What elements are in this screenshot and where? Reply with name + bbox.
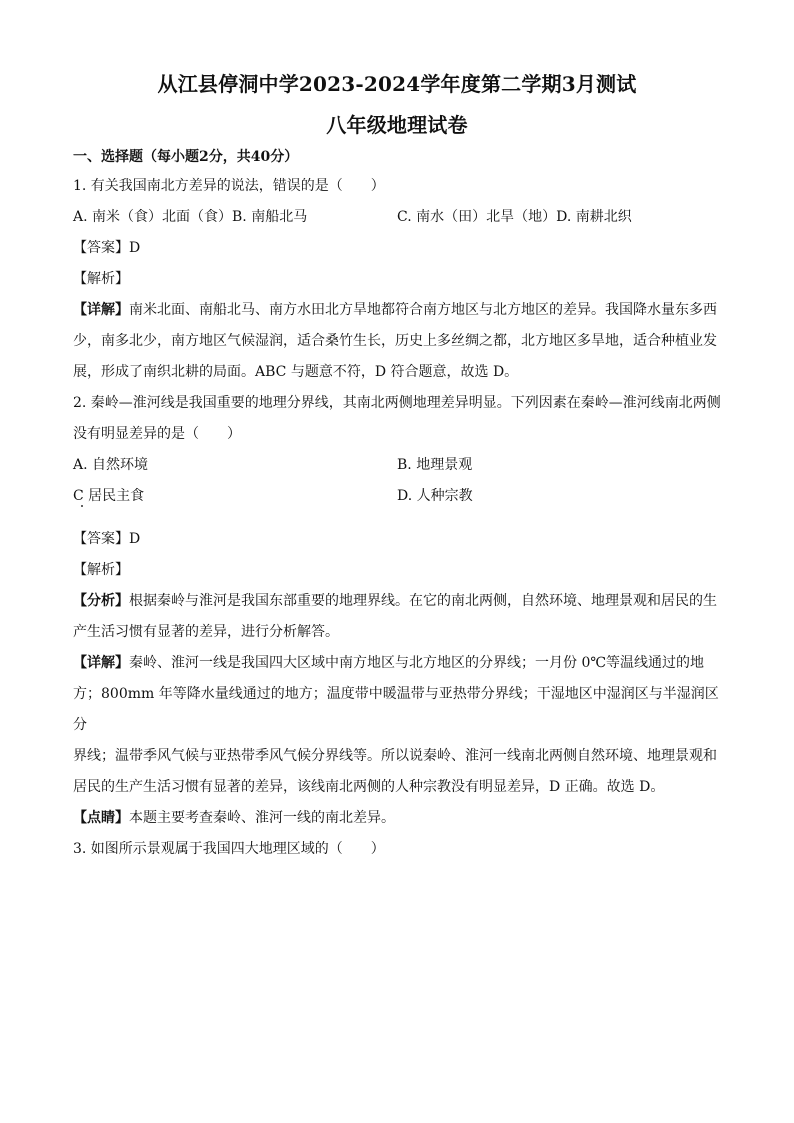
q2-options: [73, 450, 723, 481]
q1-answer: [73, 233, 723, 264]
q2-fenxi-line: 产生活习惯有显著的差异，进行分析解答。: [73, 624, 339, 640]
q2-detail-line: 居民的生产生活习惯有显著的差异，该线南北两侧的人种宗教没有明显差异，D 正确。故选 D。: [73, 779, 665, 795]
detail-label: 【详解】: [73, 302, 129, 318]
exam-title: 从江县停洞中学2023-2024学年度第二学期3月测试: [157, 72, 637, 96]
q2-detail-line: 【详解】秦岭、淮河一线是我国四大区域中南方地区与北方地区的分界线；一月份 0℃等温线通过的地: [73, 655, 705, 671]
question-list: [73, 171, 723, 865]
q1-detail-line: 展，形成了南织北耕的局面。ABC 与题意不符，D 符合题意，故选 D。: [73, 364, 519, 380]
answer-value: D: [129, 531, 141, 547]
q1-option-cd: C. 南水（田）北旱（地）D. 南耕北织: [397, 209, 632, 225]
answer-label: 【答案】: [73, 531, 129, 547]
q2-stem: 没有明显差异的是（ ）: [73, 426, 241, 442]
q1-options: [73, 202, 723, 233]
q1-detail-line: 少，南多北少，南方地区气候湿润，适合桑竹生长，历史上多丝绸之都，北方地区多旱地，适合种植业发: [73, 333, 717, 349]
q2-detail-line: 方；800mm 年等降水量线通过的地方；温度带中暖温带与亚热带分界线；干湿地区中湿润区与半湿润区分: [73, 686, 719, 733]
q2-options: [73, 481, 723, 512]
q1-detail-line: 【详解】南米北面、南船北马、南方水田北方旱地都符合南方地区与北方地区的差异。我国降水量东多西: [73, 302, 717, 318]
q1-option-ab: A. 南米（食）北面（食）B. 南船北马: [73, 209, 308, 225]
q1-stem: 1. 有关我国南北方差异的说法，错误的是（ ）: [73, 178, 385, 194]
q2-analysis-label: 【解析】: [73, 562, 129, 578]
detail-label: 【详解】: [73, 655, 129, 671]
q2-option-a: A. 自然环境: [73, 457, 149, 473]
answer-value: D: [129, 240, 141, 256]
q2-option-c: C 居民主食: [73, 488, 145, 504]
q2-stem: 2. 秦岭—淮河线是我国重要的地理分界线，其南北两侧地理差异明显。下列因素在秦岭—淮河线南北两侧: [73, 395, 721, 411]
exam-subtitle: 八年级地理试卷: [326, 113, 468, 137]
q2-fenxi-line: 【分析】根据秦岭与淮河是我国东部重要的地理界线。在它的南北两侧，自然环境、地理景观和居民的生: [73, 593, 717, 609]
q2-option-d: D. 人种宗教: [397, 488, 473, 504]
q2-option-b: B. 地理景观: [397, 457, 473, 473]
dianjing-label: 【点睛】: [73, 810, 129, 826]
section-heading: 一、选择题（每小题2分，共40分）: [73, 149, 299, 165]
q2-detail-line: 界线；温带季风气候与亚热带季风气候分界线等。所以说秦岭、淮河一线南北两侧自然环境、地理景观和: [73, 748, 717, 764]
answer-label: 【答案】: [73, 240, 129, 256]
fenxi-label: 【分析】: [73, 593, 129, 609]
q3-stem: 3. 如图所示景观属于我国四大地理区域的（ ）: [73, 841, 385, 857]
q2-answer: [73, 524, 723, 555]
q2-dianjing: 【点睛】本题主要考查秦岭、淮河一线的南北差异。: [73, 810, 395, 826]
q1-analysis-label: 【解析】: [73, 271, 129, 287]
